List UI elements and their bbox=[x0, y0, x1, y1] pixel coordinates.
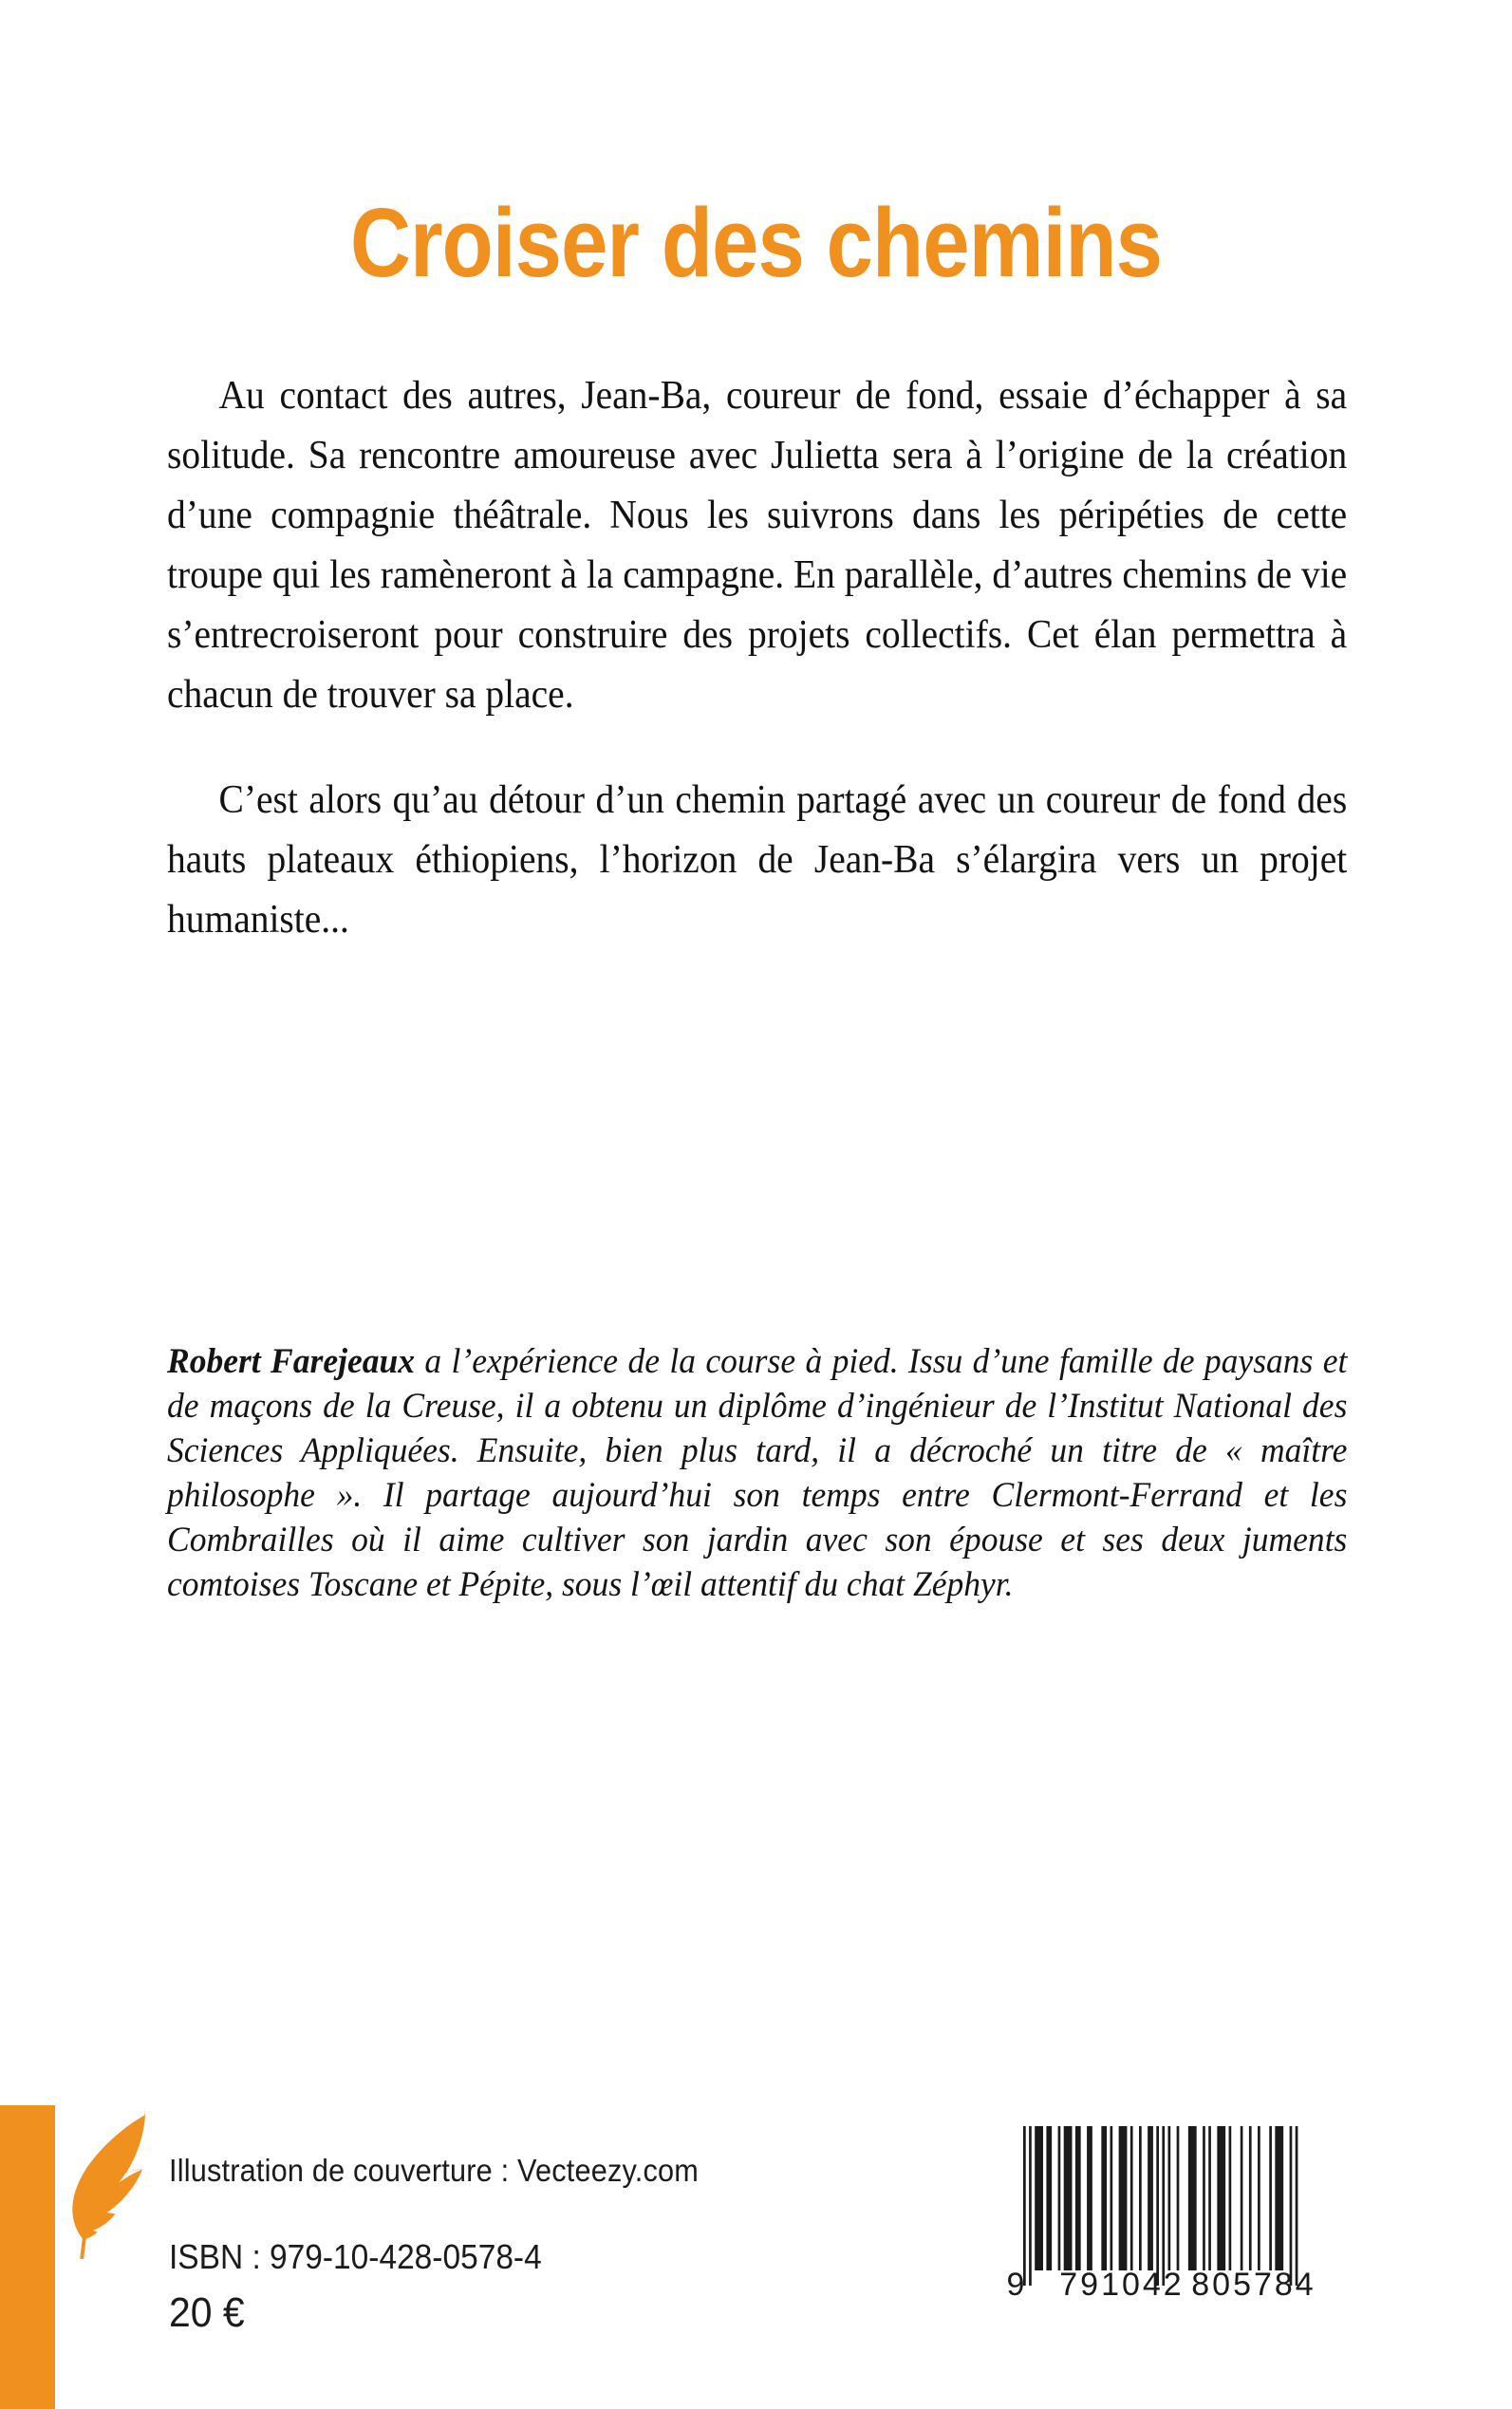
author-name: Robert Farejeaux bbox=[167, 1342, 416, 1381]
isbn-text: ISBN : 979-10-428-0578-4 bbox=[169, 2237, 542, 2276]
feather-quill-icon bbox=[70, 2101, 159, 2259]
blurb-paragraph-2: C’est alors qu’au détour d’un chemin partagé avec un coureur de fond des hauts plateaux éthiopiens, l’horizon de Jean-Ba s’élargira vers un projet humaniste... bbox=[167, 778, 1348, 942]
price-text: 20 € bbox=[169, 2289, 245, 2336]
svg-text:9: 9 bbox=[1006, 2267, 1025, 2299]
footer-info bbox=[169, 2153, 871, 2337]
author-bio-text: a l’expérience de la course à pied. Issu d’une famille de paysans et de maçons de la Creuse, il a obtenu un diplôme d’ingénieur de l’Institut National des Sciences Appliquées. Ensuite, bien plus tard, il a décroché un titre de « maître philosophe ». Il partage aujourd’hui son temps entre Clermont-Ferrand et les Combrailles où il aime cultiver son jardin avec son épouse et ses deux juments comtoises Toscane et Pépite, sous l’œil attentif du chat Zéphyr. bbox=[167, 1342, 1348, 1604]
cover-credit: Illustration de couverture : Vecteezy.com bbox=[169, 2153, 700, 2188]
ean13-barcode bbox=[1002, 2119, 1346, 2299]
svg-text:805784: 805784 bbox=[1191, 2267, 1316, 2299]
blurb-paragraph-1: Au contact des autres, Jean-Ba, coureur de fond, essaie d’échapper à sa solitude. Sa rencontre amoureuse avec Julietta sera à l’origine de la création d’une compagnie théâtrale. Nous les suivrons dans les péripéties de cette troupe qui les ramèneront à la campagne. En parallèle, d’autres chemins de vie s’entrecroiseront pour construire des projets collectifs. Cet élan permettra à chacun de trouver sa place. bbox=[167, 374, 1348, 717]
accent-bar bbox=[0, 2105, 55, 2409]
author-bio-paragraph bbox=[167, 1339, 1347, 1607]
blurb-section bbox=[167, 366, 1347, 950]
svg-text:791042: 791042 bbox=[1059, 2267, 1185, 2299]
author-bio-section bbox=[167, 1339, 1347, 1607]
page-title: Croiser des chemins bbox=[349, 188, 1163, 297]
